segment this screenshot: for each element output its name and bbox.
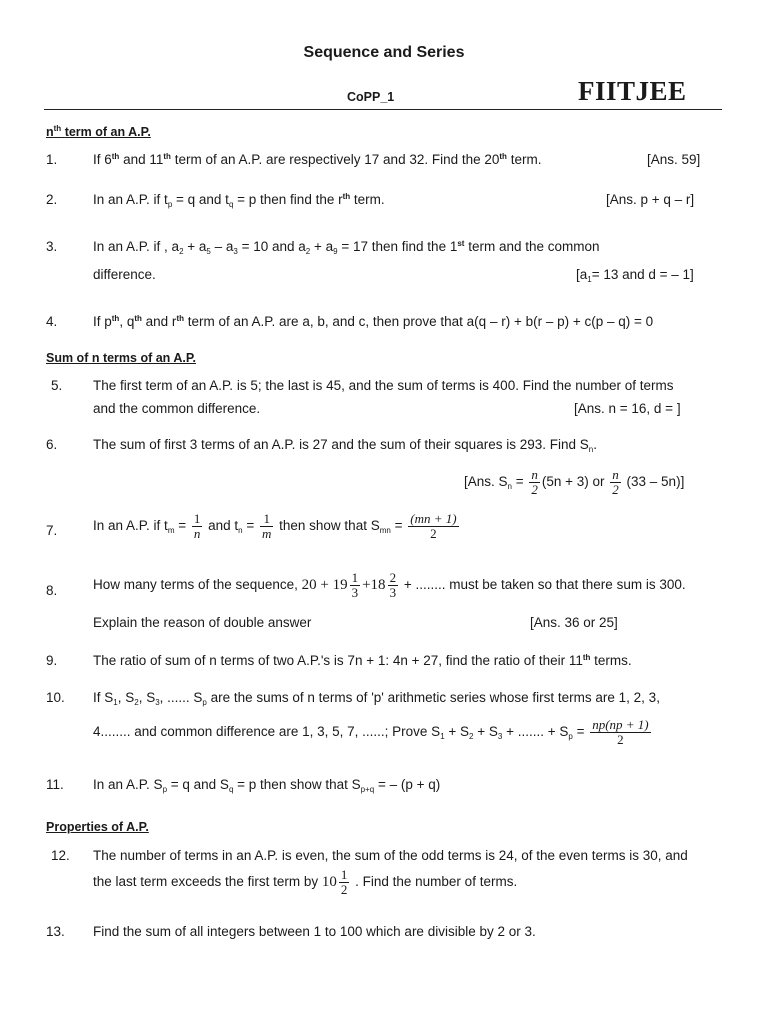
question-13-text: Find the sum of all integers between 1 to 100 which are divisible by 2 or 3. — [93, 924, 536, 939]
section-heading-sum-of-terms: Sum of n terms of an A.P. — [46, 351, 197, 365]
question-6-answer: [Ans. $S_n$ = $\frac{n}{2}$ (5n + 3) or $\frac{n}{2}$ (33 – 5n)] — [464, 467, 685, 497]
question-10-text: If $S_1$, $S_2$, $S_3$, ...... $S_p$ are the sums of n terms of 'p' arithmetic series whose first terms are 1, 2, 3, — [93, 690, 660, 707]
question-3-text: In an A.P. if , $a_2 + a_5 - a_3 = 10$ and $a_2 + a_9 = 17$ then find the 1st term and the common — [93, 239, 600, 256]
question-4-text: If $p^{th}$, $q^{th}$ and $r^{th}$ term of an A.P. are a, b, and c, then prove that a(q – r) + b(r – p) + c(p – q) = 0 — [93, 314, 654, 329]
question-number: 12. — [51, 848, 70, 863]
header-rule — [44, 109, 722, 110]
question-number: 6. — [46, 437, 58, 452]
question-8-answer: [Ans. 36 or 25] — [530, 615, 618, 630]
question-8-text: How many terms of the sequence, 20 + 19 $\frac{1}{3}$ +18 $\frac{2}{3}$ + ........ must be taken so that there sum is 300. — [93, 570, 686, 600]
fraction: $\frac{np(np + 1)}{2}$ — [592, 717, 649, 747]
fraction: $\frac{(mn + 1)}{2}$ — [410, 511, 457, 541]
question-number: 8. — [46, 583, 58, 598]
fraction: $\frac{n}{2}$ — [531, 467, 538, 497]
question-number: 13. — [46, 924, 65, 939]
question-3-text-line2: difference. — [93, 267, 156, 282]
question-8-text-line2: Explain the reason of double answer — [93, 615, 312, 630]
section-heading-nth-term: $n^{th}$ term of an A.P. — [46, 124, 151, 139]
fraction: $\frac{2}{3}$ — [389, 570, 397, 600]
question-number: 7. — [46, 523, 58, 538]
question-number: 9. — [46, 653, 58, 668]
question-5-text-line2: and the common difference. — [93, 401, 261, 416]
document-code: CoPP_1 — [347, 90, 395, 104]
fraction: $\frac{n}{2}$ — [612, 467, 619, 497]
question-2-text: In an A.P. if $t_p = q$ and $t_q = p$ then find the $r^{th}$ term. — [93, 192, 385, 209]
question-number: 3. — [46, 239, 58, 254]
question-12-text: The number of terms in an A.P. is even, the sum of the odd terms is 24, of the even terms is 30, and — [93, 848, 688, 863]
question-9-text: The ratio of sum of n terms of two A.P.'s is 7n + 1: 4n + 27, find the ratio of their 11th terms. — [93, 653, 632, 668]
question-3-answer: [$a_1= 13$ and d = – 1] — [576, 267, 694, 284]
fraction: $\frac{1}{3}$ — [351, 570, 359, 600]
fiitjee-logo: FIITJEE — [578, 76, 687, 106]
question-number: 2. — [46, 192, 58, 207]
fraction: $\frac{1}{m}$ — [262, 511, 272, 541]
question-number: 1. — [46, 152, 58, 167]
fraction: $\frac{1}{2}$ — [340, 867, 348, 897]
section-heading-properties: Properties of A.P. — [46, 820, 149, 834]
question-6-text: The sum of first 3 terms of an A.P. is 27 and the sum of their squares is 293. Find $S_n$. — [93, 437, 597, 454]
fraction: $\frac{1}{n}$ — [193, 511, 201, 541]
question-10-text-line2: 4........ and common difference are 1, 3, 5, 7, ......; Prove $S_1 + S_2 + S_3$ + ....... + $S_p$ = $\frac{np(np + 1)}{2}$ — [93, 717, 649, 747]
page-title: Sequence and Series — [303, 44, 465, 61]
question-number: 5. — [51, 378, 63, 393]
question-7-text: In an A.P. if $t_m$ = $\frac{1}{n}$ and $t_n$ = $\frac{1}{m}$ then show that $S_{mn}$ = $\frac{(mn + 1)}{2}$ — [93, 511, 457, 541]
question-11-text: In an A.P. $S_p = q$ and $S_q = p$ then show that $S_{p+q}$ = – (p + q) — [93, 777, 441, 794]
question-number: 4. — [46, 314, 58, 329]
question-1-answer: [Ans. 59] — [647, 152, 701, 167]
question-1-text: If 6th and 11th term of an A.P. are respectively 17 and 32. Find the 20th term. — [93, 152, 542, 167]
question-number: 10. — [46, 690, 65, 705]
question-2-answer: [Ans. p + q – r] — [606, 192, 695, 207]
question-12-text-line2: the last term exceeds the first term by 10 $\frac{1}{2}$ . Find the number of terms. — [93, 867, 518, 897]
question-number: 11. — [46, 777, 64, 792]
question-5-answer: [Ans. n = 16, d = ] — [574, 401, 681, 416]
question-5-text: The first term of an A.P. is 5; the last is 45, and the sum of terms is 400. Find the number of terms — [93, 378, 674, 393]
